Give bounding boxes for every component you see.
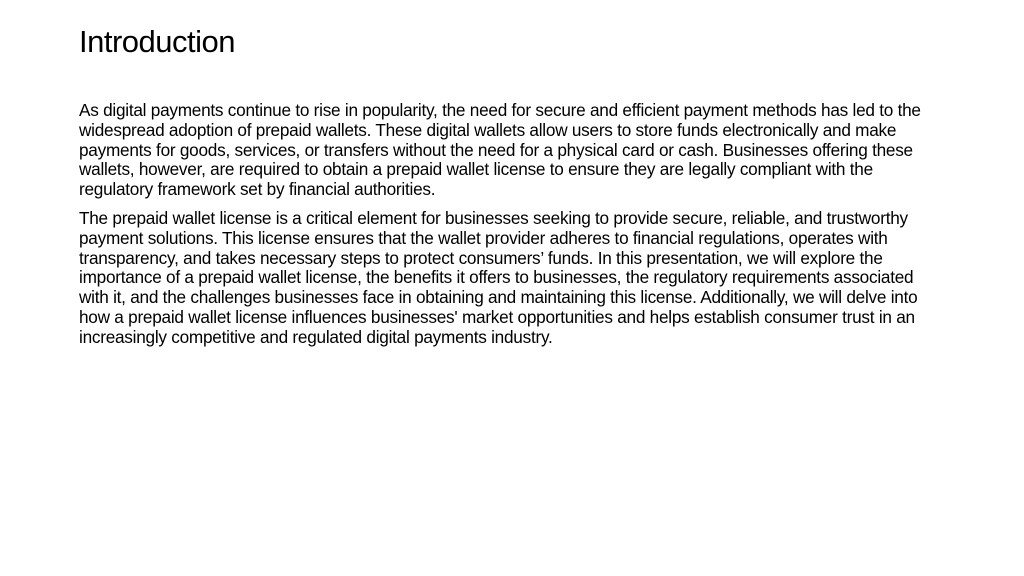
- slide-title: Introduction: [79, 24, 235, 59]
- slide-body: [79, 101, 921, 357]
- body-paragraph-2: The prepaid wallet license is a critical element for businesses seeking to provide secure, reliable, and trustworthy payment solutions. This license ensures that the wallet provider adheres to financial regulations, operates with transparency, and takes necessary steps to protect consumers’ funds. In this presentation, we will explore the importance of a prepaid wallet license, the benefits it offers to businesses, the regulatory requirements associated with it, and the challenges businesses face in obtaining and maintaining this license. Additionally, we will delve into how a prepaid wallet license influences businesses' market opportunities and helps establish consumer trust in an increasingly competitive and regulated digital payments industry.: [79, 207, 918, 347]
- body-paragraph-1: As digital payments continue to rise in popularity, the need for secure and efficient payment methods has led to the widespread adoption of prepaid wallets. These digital wallets allow users to store funds electronically and make payments for goods, services, or transfers without the need for a physical card or cash. Businesses offering these wallets, however, are required to obtain a prepaid wallet license to ensure they are legally compliant with the regulatory framework set by financial authorities.: [79, 100, 921, 200]
